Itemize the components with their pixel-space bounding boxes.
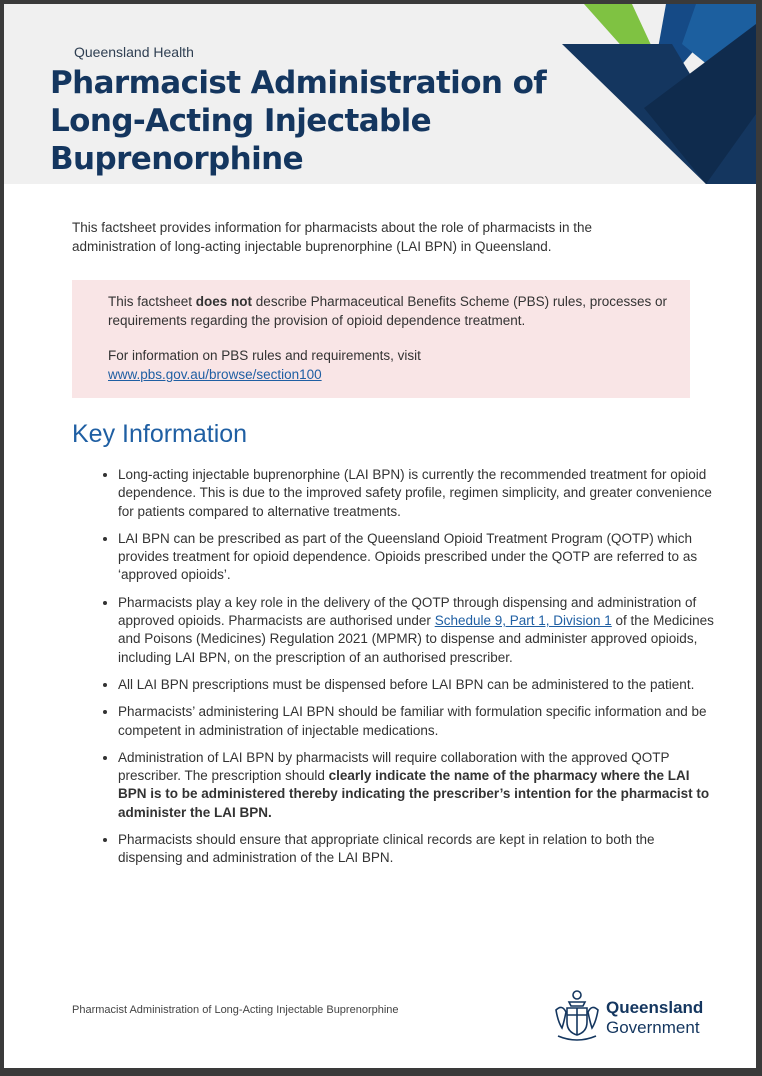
list-item: • Pharmacists should ensure that appropriate clinical records are kept in relation to both the dispensing and administration of the LAI BPN. bbox=[118, 831, 718, 868]
key-information-list bbox=[88, 466, 718, 877]
list-item: • All LAI BPN prescriptions must be dispensed before LAI BPN can be administered to the patient. bbox=[118, 676, 718, 694]
notice-link-paragraph bbox=[108, 346, 670, 384]
queensland-government-logo bbox=[552, 988, 712, 1042]
key-information-heading: Key Information bbox=[72, 420, 248, 448]
queensland-coat-of-arms-icon bbox=[552, 988, 602, 1042]
list-item-emphasis: clearly indicate the name of the pharmacy where the LAI BPN is to be administered thereby indicating the prescriber’s intention for the pharmacist to administer the LAI BPN. bbox=[118, 768, 710, 820]
list-item bbox=[118, 749, 718, 822]
intro-paragraph: This factsheet provides information for pharmacists about the role of pharmacists in the administration of long-acting injectable buprenorphine (LAI BPN) in Queensland. bbox=[72, 220, 593, 254]
list-item: • Pharmacists’ administering LAI BPN should be familiar with formulation specific information and be competent in administration of injectable medications. bbox=[118, 703, 718, 740]
notice-link-intro: For information on PBS rules and requirements, visit bbox=[108, 348, 421, 363]
footer-document-title: Pharmacist Administration of Long-Acting Injectable Buprenorphine bbox=[72, 1004, 399, 1016]
logo-queensland: Queensland bbox=[606, 998, 704, 1017]
notice-text-end: describe Pharmaceutical Benefits Scheme (PBS) rules, processes or requirements regarding the provision of opioid dependence treatment. bbox=[108, 294, 667, 328]
list-item: • LAI BPN can be prescribed as part of the Queensland Opioid Treatment Program (QOTP) which provides treatment for opioid dependence. Opioids prescribed under the QOTP are referred to as ‘approved opioids’. bbox=[118, 530, 718, 585]
logo-government: Government bbox=[606, 1018, 700, 1037]
list-item: • Long-acting injectable buprenorphine (LAI BPN) is currently the recommended treatment for opioid dependence. This is due to the improved safety profile, regimen simplicity, and greater convenience for patients compared to alternative treatments. bbox=[118, 466, 718, 521]
page-header bbox=[4, 4, 756, 184]
list-item-text: Administration of LAI BPN by pharmacists will require collaboration with the approved QOTP prescriber. The prescription should bbox=[118, 749, 670, 784]
page-title: Pharmacist Administration of Long-Acting Injectable Buprenorphine bbox=[50, 65, 547, 177]
schedule-9-link[interactable]: Schedule 9, Part 1, Division 1 bbox=[434, 613, 612, 629]
list-item bbox=[118, 594, 718, 667]
factsheet-page bbox=[4, 4, 756, 1068]
list-item-text-end: of the Medicines and Poisons (Medicines) Regulation 2021 (MPMR) to dispense and administer approved opioids, including LAI BPN, on the prescription of an authorised prescriber. bbox=[118, 613, 714, 665]
notice-paragraph bbox=[108, 292, 670, 330]
notice-emphasis: does not bbox=[195, 294, 253, 309]
pbs-link[interactable]: www.pbs.gov.au/browse/section100 bbox=[108, 367, 322, 382]
notice-text: This factsheet bbox=[108, 294, 196, 309]
list-item-text: Pharmacists play a key role in the delivery of the QOTP through dispensing and administration of approved opioids. Pharmacists are authorised under bbox=[118, 594, 697, 629]
organisation-label: Queensland Health bbox=[74, 44, 194, 60]
header-decoration-icon bbox=[556, 4, 756, 184]
pbs-notice-box bbox=[72, 280, 690, 398]
